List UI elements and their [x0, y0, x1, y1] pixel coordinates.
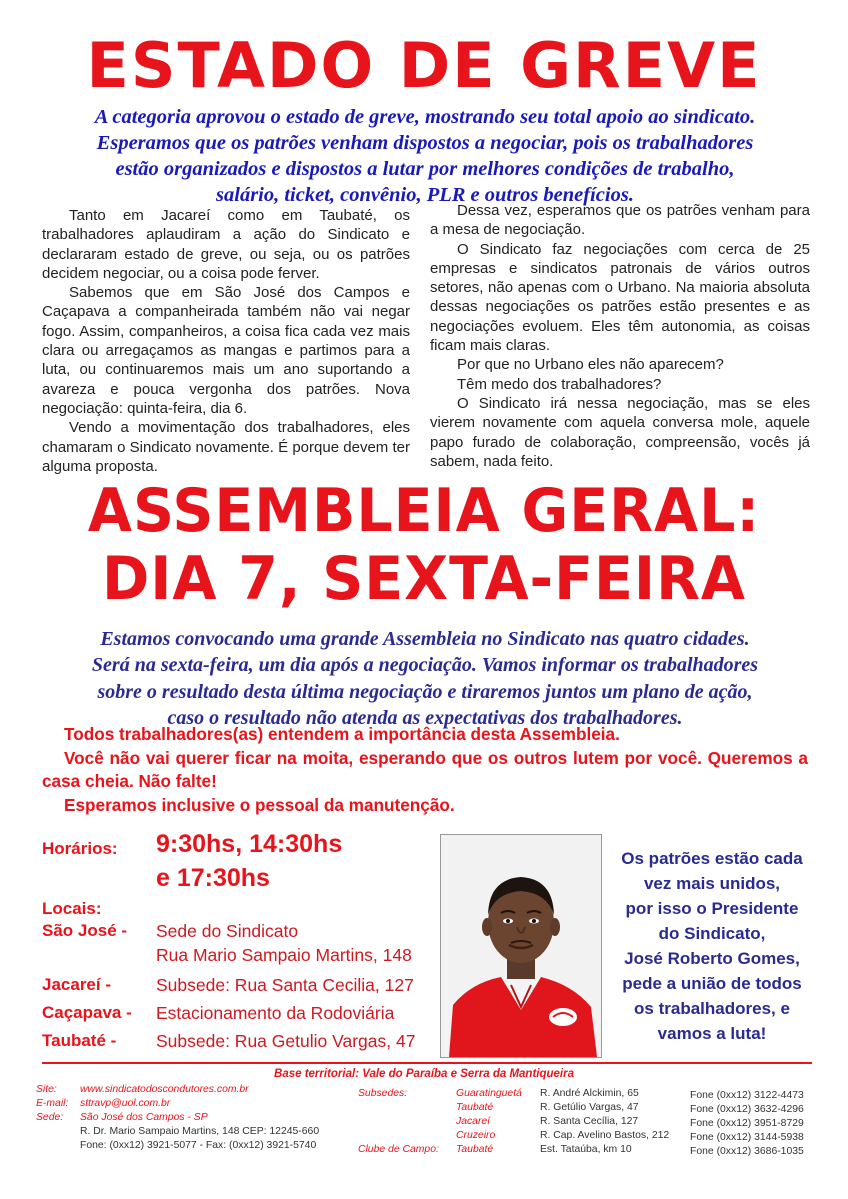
note-line: por isso o Presidente — [625, 899, 799, 918]
right-paragraph: O Sindicato irá nessa negociação, mas se eles vierem novamente com aquela conversa mole, aquele papo furado de colaboração, compreensão, vocês já sabem, nada feito. — [430, 394, 810, 470]
assembly-intro-line: Estamos convocando uma grande Assembleia no Sindicato nas quatro cidades. — [100, 628, 750, 650]
subsede-city: Guaratinguetá — [456, 1088, 522, 1099]
location-address: Rua Mario Sampaio Martins, 148 — [156, 945, 412, 965]
subsede-phone: Fone (0xx12) 3951-8729 — [690, 1118, 804, 1129]
schedule-times-2: e 17:30hs — [156, 864, 270, 892]
subsede-phone: Fone (0xx12) 3144-5938 — [690, 1132, 804, 1143]
schedule-label: Horários: — [42, 839, 118, 858]
location-place: Subsede: Rua Santa Cecilia, 127 — [156, 975, 414, 995]
left-paragraph: Tanto em Jacareí como em Taubaté, os trabalhadores aplaudiram a ação do Sindicato e declararam estado de greve, ou seja, ou os patrões decidem negociar, ou a coisa pode ferver. — [42, 207, 410, 282]
callout-paragraph: Todos trabalhadores(as) entendem a importância desta Assembleia. — [64, 724, 620, 744]
subsede-address: Est. Tataúba, km 10 — [540, 1144, 632, 1155]
note-line: do Sindicato, — [658, 924, 766, 943]
right-paragraph: O Sindicato faz negociações com cerca de 25 empresas e sindicatos patronais de vários outros setores, não apenas com o Urbano. Na maioria absoluta dessas negociações os patrões estão presentes e as negociações evoluem. Eles têm autonomia, as coisas ficam mais claras. — [430, 240, 810, 355]
note-line: vamos a luta! — [657, 1024, 767, 1043]
email-label: E-mail: — [36, 1098, 69, 1109]
sede-phone: Fone: (0xx12) 3921-5077 - Fax: (0xx12) 3921-5740 — [80, 1140, 317, 1151]
site-label: Site: — [36, 1084, 57, 1095]
intro-paragraph — [30, 104, 820, 208]
right-paragraph: Por que no Urbano eles não aparecem? — [457, 356, 724, 374]
right-paragraph: Dessa vez, esperamos que os patrões venham para a mesa de negociação. — [430, 202, 810, 239]
callout-paragraph: Você não vai querer ficar na moita, esperando que os outros lutem por você. Queremos a casa cheia. Não falte! — [42, 747, 808, 791]
sede-address: R. Dr. Mario Sampaio Martins, 148 CEP: 12245-660 — [80, 1126, 320, 1137]
intro-line: A categoria aprovou o estado de greve, mostrando seu total apoio ao sindicato. — [94, 106, 756, 128]
location-place: Subsede: Rua Getulio Vargas, 47 — [156, 1031, 416, 1051]
subsede-address: R. André Alckimin, 65 — [540, 1088, 639, 1099]
note-line: pede a união de todos — [622, 974, 802, 993]
footer-title: Base territorial: Vale do Paraíba e Serra da Mantiqueira — [274, 1068, 574, 1080]
page-headline: ESTADO DE GREVE — [86, 29, 762, 102]
subsede-address: R. Santa Cecília, 127 — [540, 1116, 639, 1127]
assembly-intro-line: Será na sexta-feira, um dia após a negociação. Vamos informar os trabalhadores — [91, 654, 759, 677]
subsede-city: Taubaté — [456, 1102, 494, 1113]
assembly-intro-line: caso o resultado não atenda as expectativas dos trabalhadores. — [167, 706, 683, 729]
subsede-phone: Fone (0xx12) 3686-1035 — [690, 1146, 804, 1157]
note-line: Os patrões estão cada — [621, 849, 803, 868]
assembly-title-line-1: ASSEMBLEIA GERAL: — [87, 476, 761, 546]
callout-block — [42, 723, 808, 817]
sede-label: Sede: — [36, 1112, 64, 1123]
subsede-city: Taubaté — [456, 1144, 494, 1155]
right-paragraph: Têm medo dos trabalhadores? — [457, 375, 662, 393]
subsede-city: Cruzeiro — [456, 1130, 496, 1141]
intro-line: Esperamos que os patrões venham dispostos a negociar, pois os trabalhadores — [96, 132, 754, 154]
president-photo — [440, 834, 602, 1058]
subsede-address: R. Getúlio Vargas, 47 — [540, 1102, 639, 1113]
intro-line: salário, ticket, convênio, PLR e outros benefícios. — [216, 184, 634, 206]
intro-line: estão organizados e dispostos a lutar por melhores condições de trabalho, — [115, 158, 735, 180]
note-line: José Roberto Gomes, — [624, 949, 800, 968]
president-photo-icon — [441, 835, 601, 1057]
location-place: Sede do Sindicato — [156, 921, 299, 941]
subsede-address: R. Cap. Avelino Bastos, 212 — [540, 1130, 670, 1141]
note-line: vez mais unidos, — [643, 874, 781, 893]
location-city: São José - — [42, 921, 128, 940]
assembly-intro-line: sobre o resultado desta última negociação e tiraremos juntos um plano de ação, — [97, 680, 753, 703]
location-city: Taubaté - — [42, 1031, 117, 1050]
clube-label: Clube de Campo: — [358, 1144, 439, 1155]
subsede-phone: Fone (0xx12) 3122-4473 — [690, 1090, 804, 1101]
left-column — [42, 206, 410, 476]
subsede-phone: Fone (0xx12) 3632-4296 — [690, 1104, 804, 1115]
sede-city: São José dos Campos - SP — [80, 1112, 208, 1123]
left-paragraph: Vendo a movimentação dos trabalhadores, eles chamaram o Sindicato novamente. É porque devem ter alguma proposta. — [42, 419, 410, 475]
note-line: os trabalhadores, e — [634, 999, 790, 1018]
location-place: Estacionamento da Rodoviária — [156, 1003, 395, 1023]
subsede-city: Jacareí — [456, 1116, 491, 1127]
email-link[interactable]: sttravp@uol.com.br — [80, 1098, 171, 1109]
schedule-times-1: 9:30hs, 14:30hs — [156, 830, 343, 858]
site-link[interactable]: www.sindicatodoscondutores.com.br — [80, 1084, 249, 1095]
subsedes-label: Subsedes: — [358, 1088, 408, 1099]
assembly-intro — [25, 626, 825, 731]
callout-paragraph: Esperamos inclusive o pessoal da manutenção. — [64, 794, 455, 815]
assembly-title-line-2: DIA 7, SEXTA-FEIRA — [101, 544, 746, 614]
location-city: Jacareí - — [42, 975, 111, 994]
footer-divider — [42, 1062, 812, 1064]
left-paragraph: Sabemos que em São José dos Campos e Caçapava a companheirada também não vai negar fogo. Assim, companheiros, a coisa fica cada vez mais clara ou arregaçamos as mangas e partimos para a luta, ou continuaremos mais um ano suportando a avareza e pouca vergonha dos patrões. Nova negociação: quinta-feira, dia 6. — [42, 284, 410, 417]
location-city: Caçapava - — [42, 1003, 132, 1022]
locations-label: Locais: — [42, 899, 102, 918]
president-note — [612, 846, 812, 1046]
right-column — [430, 201, 810, 471]
